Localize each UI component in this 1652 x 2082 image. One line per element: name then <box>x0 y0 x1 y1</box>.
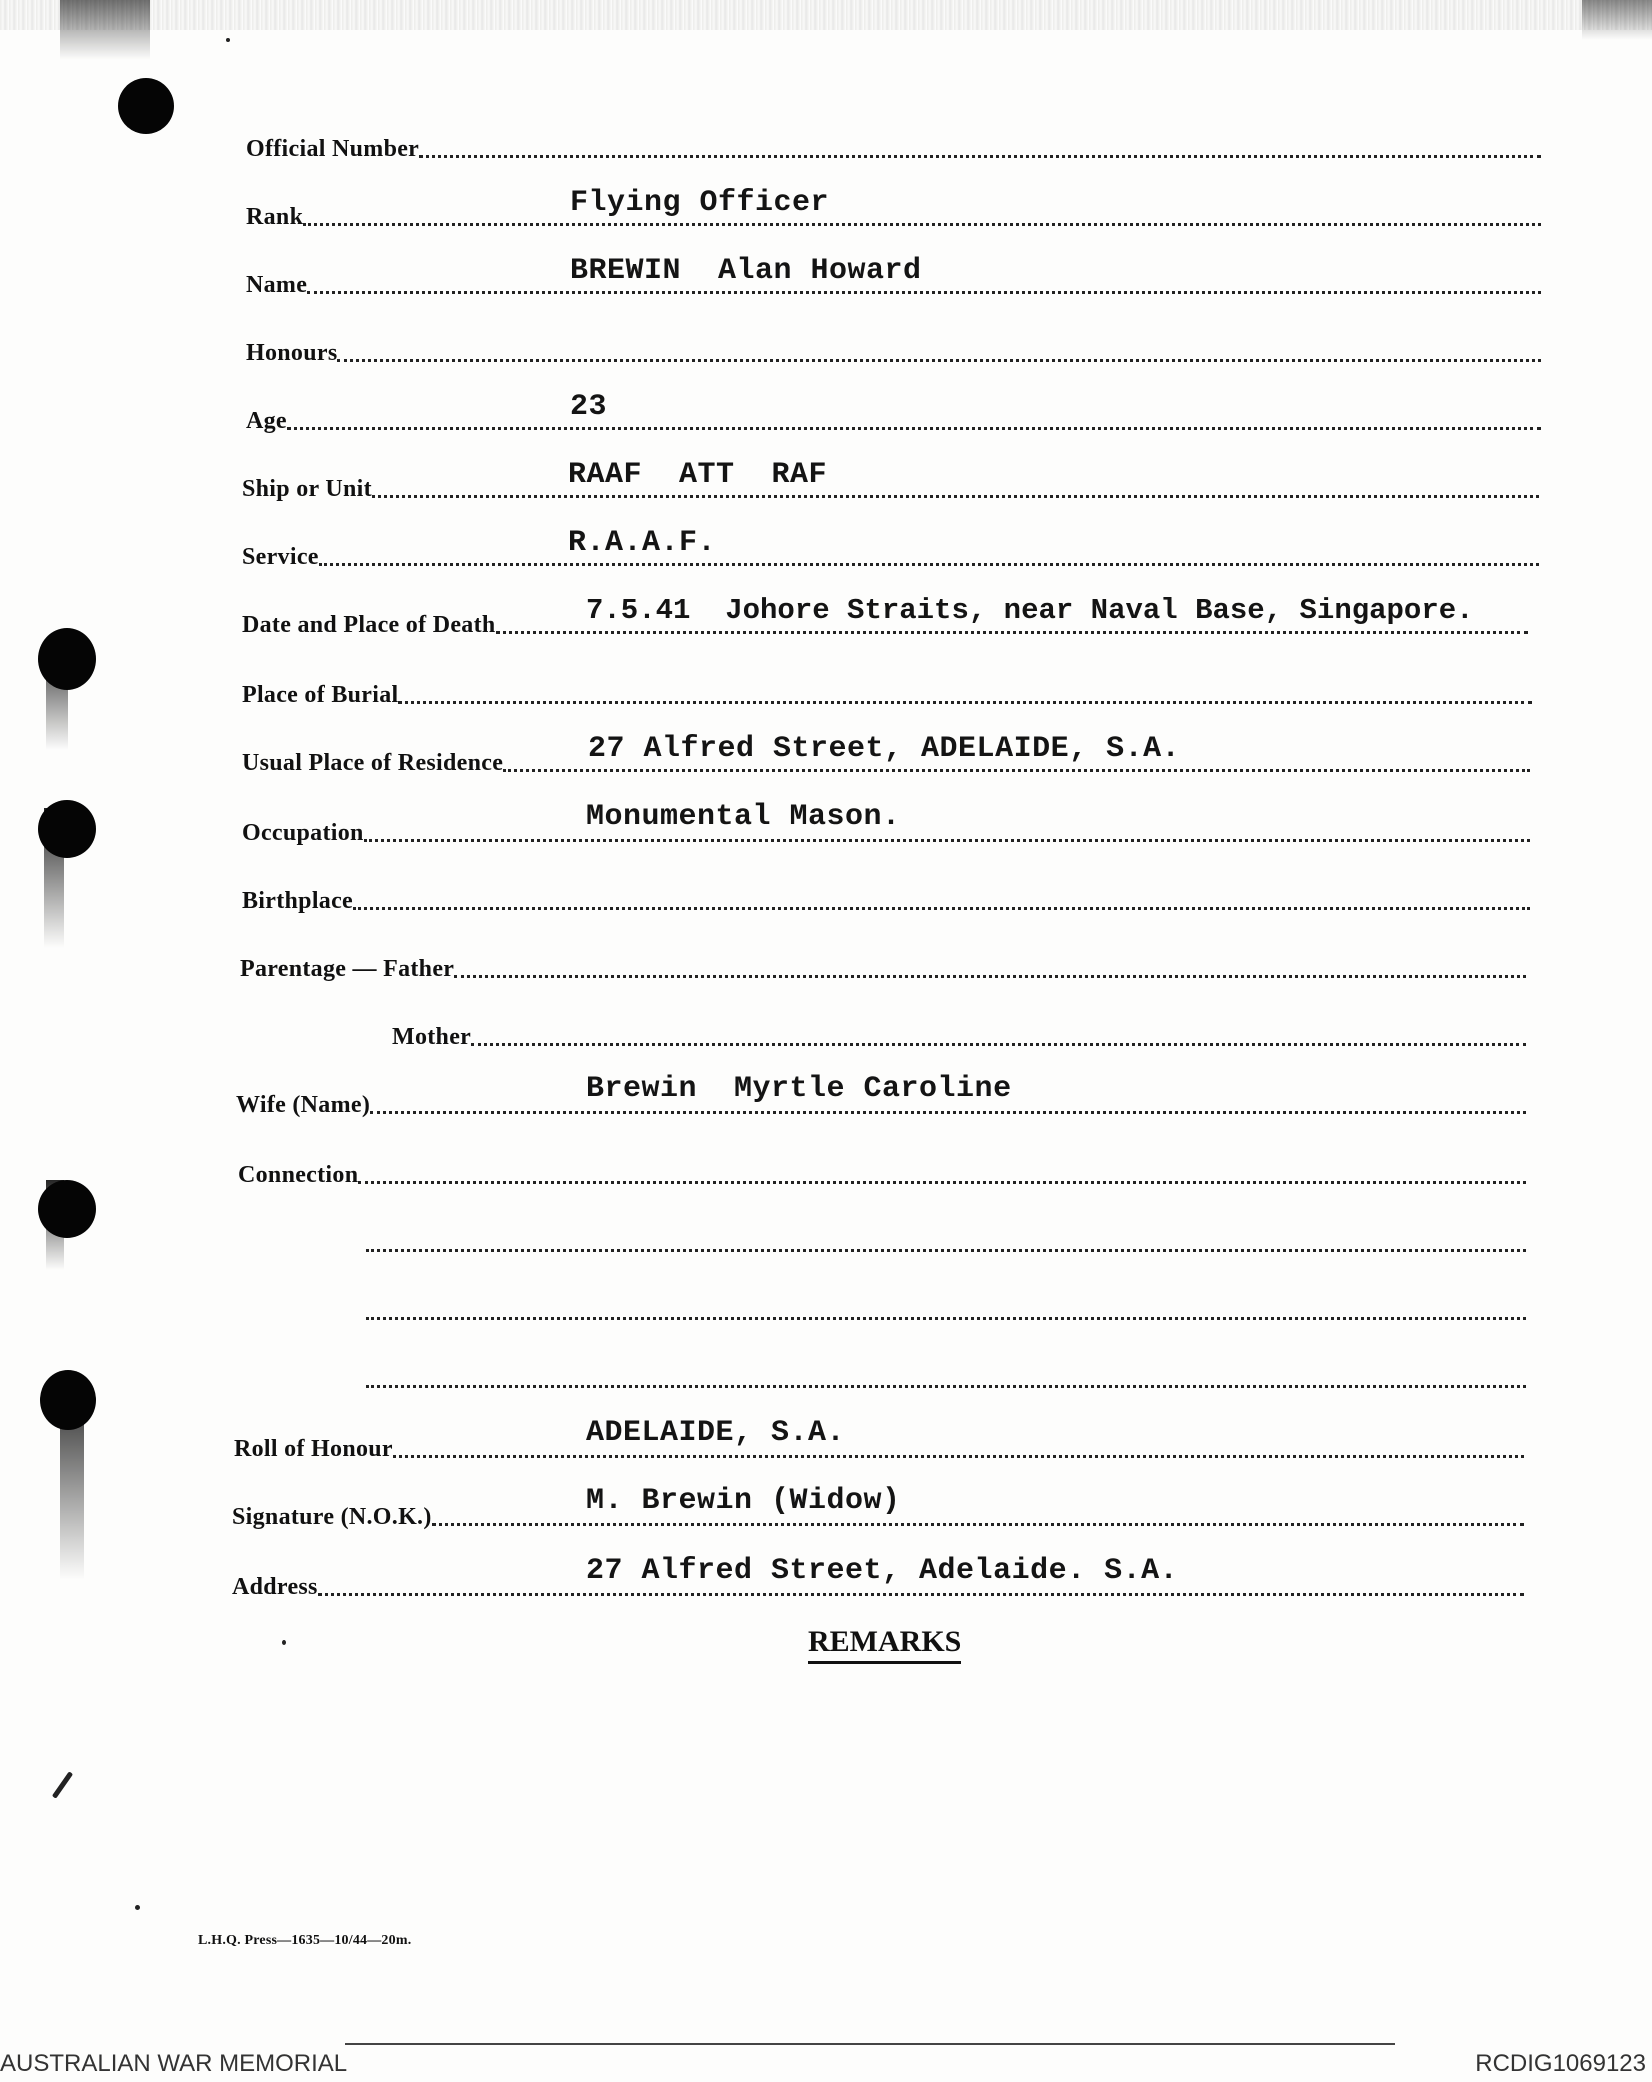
punch-hole-4 <box>40 1370 96 1430</box>
punch-hole-1 <box>38 628 96 690</box>
label-mother: Mother <box>392 1024 472 1050</box>
label-address: Address <box>232 1574 318 1600</box>
connection-line-3 <box>366 1280 1526 1326</box>
value-roll-of-honour: ADELAIDE, S.A. <box>586 1416 846 1450</box>
scan-speck <box>135 1905 140 1910</box>
label-usual-residence: Usual Place of Residence <box>242 750 504 776</box>
field-parentage-father <box>240 938 1526 984</box>
value-occupation: Monumental Mason. <box>586 800 901 834</box>
label-service: Service <box>242 544 319 570</box>
label-connection: Connection <box>238 1162 359 1188</box>
dotted-line <box>454 975 1526 978</box>
field-age <box>246 390 1541 436</box>
label-signature-nok: Signature (N.O.K.) <box>232 1504 432 1530</box>
label-age: Age <box>246 408 287 434</box>
label-rank: Rank <box>246 204 304 230</box>
field-place-burial <box>242 664 1532 710</box>
value-signature-nok: M. Brewin (Widow) <box>586 1484 901 1518</box>
field-roll-of-honour <box>234 1418 1524 1464</box>
punch-hole-3 <box>38 1180 96 1238</box>
dotted-line <box>287 427 1541 430</box>
punch-hole-2 <box>38 800 96 858</box>
dotted-line <box>503 769 1530 772</box>
footer-rule <box>345 2043 1395 2045</box>
value-wife-name: Brewin Myrtle Caroline <box>586 1072 1012 1106</box>
value-rank: Flying Officer <box>570 186 830 220</box>
connection-line-4 <box>366 1348 1526 1394</box>
punch-hole-top <box>118 78 174 134</box>
value-ship-unit: RAAF ATT RAF <box>568 458 828 492</box>
label-place-burial: Place of Burial <box>242 682 399 708</box>
dotted-line <box>496 631 1528 634</box>
label-date-place-death: Date and Place of Death <box>242 612 496 638</box>
dotted-line <box>366 1249 1526 1252</box>
label-roll-of-honour: Roll of Honour <box>234 1436 393 1462</box>
field-mother <box>392 1006 1526 1052</box>
printer-imprint: L.H.Q. Press—1635—10/44—20m. <box>198 1933 412 1948</box>
label-parentage-father: Parentage — Father <box>240 956 455 982</box>
dotted-line <box>307 291 1541 294</box>
dotted-line <box>303 223 1541 226</box>
field-ship-unit <box>242 458 1539 504</box>
value-service: R.A.A.F. <box>568 526 717 560</box>
dotted-line <box>393 1455 1524 1458</box>
value-age: 23 <box>570 390 608 424</box>
dotted-line <box>366 1317 1526 1320</box>
scan-noise-top <box>0 0 1652 30</box>
dotted-line <box>372 495 1539 498</box>
dotted-line <box>358 1181 1526 1184</box>
dotted-line <box>370 1111 1526 1114</box>
scan-speck <box>226 38 230 42</box>
value-name: BREWIN Alan Howard <box>570 254 922 288</box>
label-official-number: Official Number <box>246 136 420 162</box>
value-usual-residence: 27 Alfred Street, ADELAIDE, S.A. <box>588 732 1181 766</box>
dotted-line <box>471 1043 1526 1046</box>
field-service <box>242 526 1539 572</box>
label-occupation: Occupation <box>242 820 364 846</box>
dotted-line <box>337 359 1541 362</box>
dotted-line <box>318 1593 1524 1596</box>
dotted-line <box>364 839 1530 842</box>
field-connection <box>238 1144 1526 1190</box>
label-birthplace: Birthplace <box>242 888 353 914</box>
dotted-line <box>419 155 1541 158</box>
scan-speck <box>282 1640 286 1645</box>
dotted-line <box>319 563 1539 566</box>
label-name: Name <box>246 272 308 298</box>
connection-line-2 <box>366 1212 1526 1258</box>
scan-speck <box>52 1771 73 1798</box>
dotted-line <box>353 907 1530 910</box>
scan-noise-top-left <box>60 0 150 60</box>
field-honours <box>246 322 1541 368</box>
dotted-line <box>432 1523 1524 1526</box>
value-date-place-death: 7.5.41 Johore Straits, near Naval Base, Singapore. <box>586 594 1474 627</box>
value-address: 27 Alfred Street, Adelaide. S.A. <box>586 1554 1179 1588</box>
footer-catalogue-id: RCDIG1069123 <box>1475 2050 1646 2077</box>
field-birthplace <box>242 870 1530 916</box>
remarks-heading: REMARKS <box>808 1625 961 1664</box>
field-rank <box>246 186 1541 232</box>
label-honours: Honours <box>246 340 338 366</box>
scan-noise-top-right <box>1582 0 1652 40</box>
label-wife-name: Wife (Name) <box>236 1092 371 1118</box>
field-official-number <box>246 118 1541 164</box>
footer-institution: AUSTRALIAN WAR MEMORIAL <box>0 2050 348 2077</box>
dotted-line <box>398 701 1532 704</box>
dotted-line <box>366 1385 1526 1388</box>
label-ship-unit: Ship or Unit <box>242 476 372 502</box>
